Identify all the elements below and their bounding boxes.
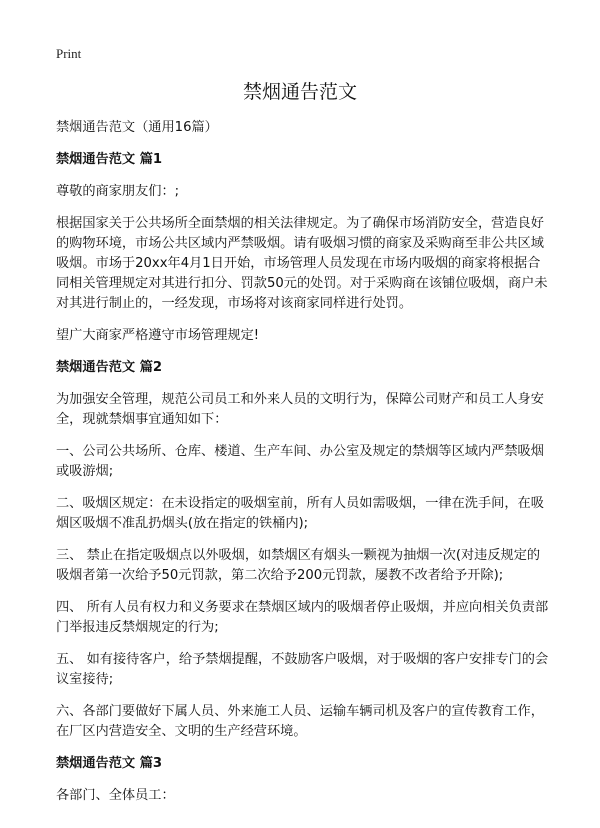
page-title: 禁烟通告范文 <box>242 81 357 103</box>
document-body <box>56 118 552 818</box>
section-2-paragraph-6: 五、 如有接待客户，给予禁烟提醒，不鼓励客户吸烟，对于吸烟的客户安排专门的会议室接待; <box>56 652 549 687</box>
document-subtitle: 禁烟通告范文（通用16篇） <box>56 120 218 135</box>
section-2-paragraph-5: 四、 所有人员有权力和义务要求在禁烟区域内的吸烟者停止吸烟，并应向相关负责部门举报违反禁烟规定的行为; <box>56 600 549 635</box>
section-2-paragraph-4: 三、 禁止在指定吸烟点以外吸烟，如禁烟区有烟头一颗视为抽烟一次(对违反规定的吸烟者第一次给予50元罚款，第二次给予200元罚款，屡教不改者给予开除); <box>56 548 541 583</box>
section-2-paragraph-7: 六、各部门要做好下属人员、外来施工人员、运输车辆司机及客户的宣传教育工作，在厂区内营造安全、文明的生产经营环境。 <box>56 704 544 739</box>
section-1-paragraph-2: 根据国家关于公共场所全面禁烟的相关法律规定。为了确保市场消防安全，营造良好的购物环境，市场公共区域内严禁吸烟。请有吸烟习惯的商家及采购商至非公共区域吸烟。市场于20xx年4月1日开始，市场管理人员发现在市场内吸烟的商家将根据合同相关管理规定对其进行扣分、罚款50元的处罚。对于采购商在该铺位吸烟，商户未对其进行制止的，一经发现，市场将对该商家同样进行处罚。 <box>56 216 548 311</box>
section-heading-3: 禁烟通告范文 篇3 <box>56 756 163 771</box>
section-1-paragraph-3: 望广大商家严格遵守市场管理规定! <box>56 328 260 343</box>
section-3-paragraph-1: 各部门、全体员工： <box>56 788 175 803</box>
print-link[interactable]: Print <box>56 46 82 61</box>
section-heading-2: 禁烟通告范文 篇2 <box>56 360 163 375</box>
section-1-paragraph-1: 尊敬的商家朋友们：; <box>56 184 180 199</box>
section-2-paragraph-2: 一、公司公共场所、仓库、楼道、生产车间、办公室及规定的禁烟等区域内严禁吸烟或吸游烟; <box>56 444 544 479</box>
section-2-paragraph-3: 二、吸烟区规定：在未设指定的吸烟室前，所有人员如需吸烟，一律在洗手间，在吸烟区吸烟不准乱扔烟头(放在指定的铁桶内); <box>56 496 544 531</box>
section-heading-1: 禁烟通告范文 篇1 <box>56 152 163 167</box>
section-2-paragraph-1: 为加强安全管理，规范公司员工和外来人员的文明行为，保障公司财产和员工人身安全，现就禁烟事宜通知如下： <box>56 392 544 427</box>
